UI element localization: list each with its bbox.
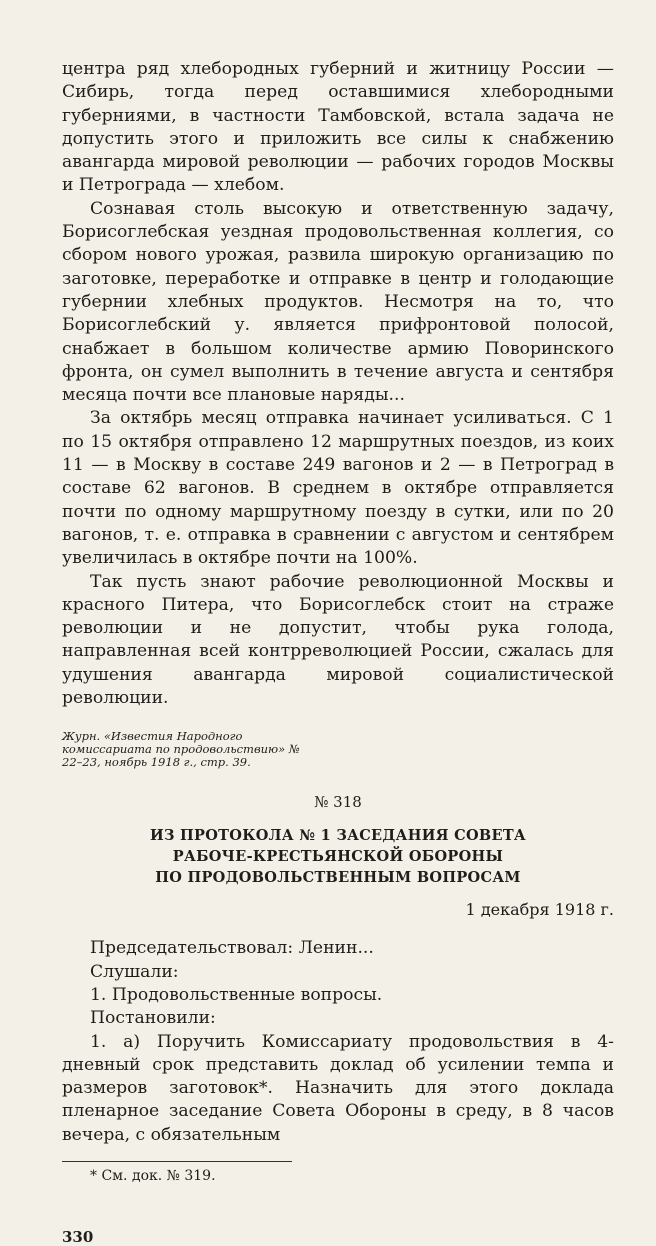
document-number: № 318: [314, 793, 362, 812]
protocol-chair: Председательствовал: Ленин...: [90, 938, 374, 959]
paragraph-3: За октябрь месяц отправка начинает усиливаться. С 1 по 15 октября отправлено 12 маршрутных поездов, из коих 11 — в Москву в составе 249 вагонов и 2 — в Петроград в составе 62 вагонов. В среднем в октябре отправляется почти по одному маршрутному поезду в сутки, или по 20 вагонов, т. е. отправка в сравнении с августом и сентябрем увеличилась в октябре почти на 100%.: [62, 408, 614, 569]
paragraph-1: центра ряд хлебородных губерний и житницу России — Сибирь, тогда перед оставшимися хлебородными губерниями, в частности Тамбовской, встала задача не допустить этого и приложить все силы к снабжению авангарда мировой революции — рабочих городов Москвы и Петрограда — хлебом.: [62, 59, 614, 196]
footnote: * См. док. № 319.: [90, 1167, 216, 1184]
protocol-item-1: 1. Продовольственные вопросы.: [90, 984, 383, 1005]
paragraph-4: Так пусть знают рабочие революционной Москвы и красного Питера, что Борисоглебск стоит на страже революции и не допустит, чтобы рука голода, направленная всей контрреволюцией России, сжалась для удушения авангарда мировой социалистической революции.: [62, 571, 614, 709]
document-title-line-3: ПО ПРОДОВОЛЬСТВЕННЫМ ВОПРОСАМ: [155, 869, 521, 887]
paragraph-2: Сознавая столь высокую и ответственную задачу, Борисоглебская уездная продовольственная коллегия, со сбором нового урожая, развила широкую организацию по заготовке, переработке и отправке в центр и голодающие губернии хлебных продуктов. Несмотря на то, что Борисоглебский у. является прифронтовой полосой, снабжает в большом количестве армию Поворинского фронта, он сумел выполнить в течение августа и сентября месяца почти все плановые наряды...: [62, 198, 614, 406]
page-number: 330: [62, 1227, 94, 1246]
page-content: [62, 58, 614, 1246]
footnote-divider: [62, 1161, 292, 1162]
document-title-line-2: РАБОЧЕ-КРЕСТЬЯНСКОЙ ОБОРОНЫ: [172, 848, 504, 866]
document-title-line-1: ИЗ ПРОТОКОЛА № 1 ЗАСЕДАНИЯ СОВЕТА: [149, 827, 527, 845]
document-date: 1 декабря 1918 г.: [465, 900, 614, 920]
source-citation: Журн. «Известия Народного комиссариата по продовольствию» № 22–23, ноябрь 1918 г., стр. 39.: [62, 729, 300, 770]
protocol-resolution: 1. а) Поручить Комиссариату продовольствия в 4-дневный срок представить доклад об усилении темпа и размеров заготовок*. Назначить для этого доклада пленарное заседание Совета Обороны в среду, в 8 часов вечера, с обязательным: [62, 1031, 614, 1145]
protocol-resolved: Постановили:: [90, 1008, 216, 1029]
protocol-heard: Слушали:: [90, 961, 179, 982]
